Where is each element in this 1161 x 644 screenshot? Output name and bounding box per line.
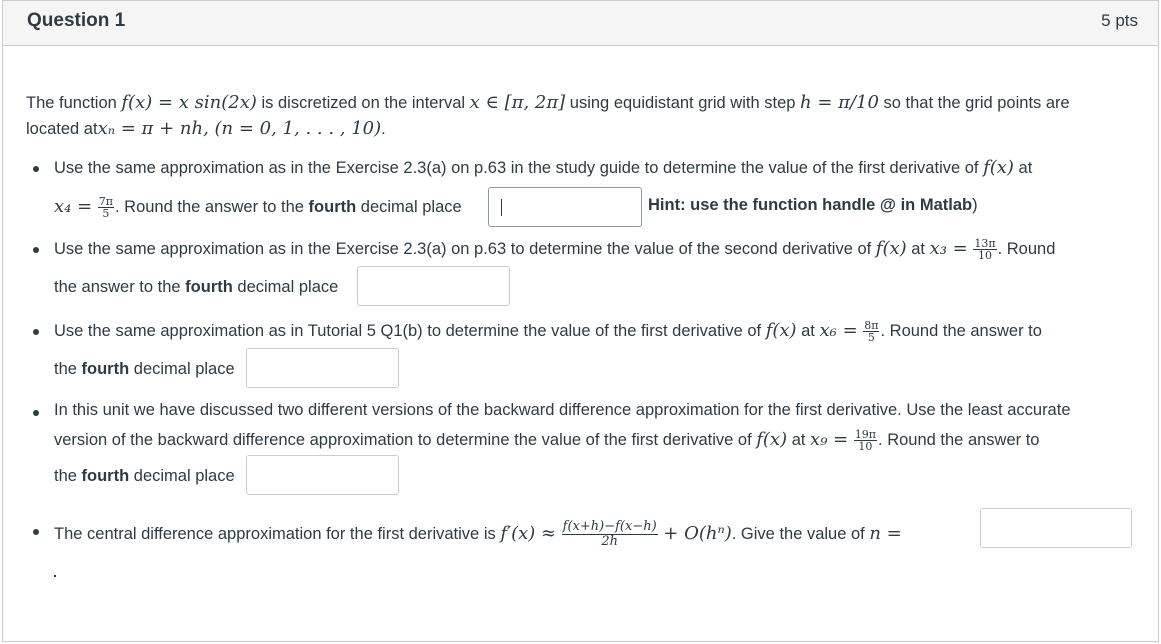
item-text: In this unit we have discussed two different versions of the backward difference approximation for the first derivative. Use the least accurate [54,401,1071,419]
point-fraction: $\frac{7\pi}{5}$ [98,195,113,221]
item-4-line-3 [54,467,235,486]
point-math: x₆ = [819,320,858,341]
function-math: f(x) [983,157,1014,178]
item-text: at [906,240,930,258]
item-2-line-1 [54,238,1055,261]
function-math: f(x) [756,429,788,450]
bullet-3 [33,329,39,335]
item-3-line-1 [54,320,1042,343]
item-text: decimal place [232,278,339,296]
point-fraction: $\frac{8\pi}{5}$ [864,319,879,345]
hint-text: Hint: use the function handle @ in Matlab [648,196,973,214]
function-math: f(x) [765,320,797,341]
bullet-2 [33,247,39,253]
item-text: version of the backward difference approximation to determine the value of the first derivative of [54,431,757,449]
item-text: at [787,431,811,449]
answer-input-4[interactable] [246,455,399,495]
answer-input-5[interactable] [980,508,1132,548]
point-math: x₃ = [929,238,968,259]
answer-input-1[interactable] [488,187,642,227]
bullet-1 [33,166,39,172]
item-text: the [54,467,82,485]
intro-text: located at [26,120,98,138]
question-header [3,1,1158,46]
item-text: . Round [997,240,1056,258]
intro-text: so that the grid points are [878,94,1070,112]
point-math: x₄ = [54,196,93,217]
bold-text: fourth [185,278,233,296]
item-text: . Round the answer to [880,322,1042,340]
interval-math: x ∈ [π, 2π] [469,92,566,113]
text-caret [501,199,502,216]
function-math: f(x) = x sin(2x) [121,92,257,113]
point-fraction: $\frac{19\pi}{10}$ [854,428,877,454]
item-text: the answer to the [54,278,186,296]
answer-input-3[interactable] [246,348,399,388]
item-text: decimal place [356,198,462,216]
bold-text: fourth [308,198,357,216]
item-1-line-2 [54,196,462,219]
hint-line: Hint: use the function handle @ in Matlab) [648,196,978,214]
item-1-line-1 [54,157,1032,178]
order-math: + O(hⁿ) [663,522,732,544]
bullet-4 [33,410,39,416]
bold-text: fourth [81,360,130,378]
item-5-line-1 [54,520,902,549]
item-3-line-2 [54,360,235,379]
item-text: decimal place [129,467,235,485]
point-fraction: $\frac{13\pi}{10}$ [974,237,996,263]
item-text: Use the same approximation as in the Exercise 2.3(a) on p.63 to determine the value of the second derivative of [54,240,876,258]
central-difference-fraction: $\frac{f(x+h)-f(x-h)}{2h}$ [562,519,657,549]
intro-text: is discretized on the interval [256,94,470,112]
answer-input-2[interactable] [357,266,510,306]
item-text: . Round the answer to [878,431,1040,449]
bullet-5 [33,529,39,535]
derivative-math: f′(x) ≈ [500,522,557,544]
point-math: x₉ = [810,429,849,450]
item-text: Use the same approximation as in Tutorial 5 Q1(b) to determine the value of the first derivative of [54,322,766,340]
item-2-line-2 [54,278,338,297]
bold-text: fourth [81,467,130,485]
item-text: The central difference approximation for the first derivative is [54,524,501,543]
grid-points-math: xₙ = π + nh, (n = 0, 1, . . . , 10) [97,118,382,139]
intro-line-1 [26,92,1070,113]
item-text: the [54,360,82,378]
intro-text: using equidistant grid with step [565,94,801,112]
item-text: at [1013,159,1033,177]
step-math: h = π/10 [800,92,879,113]
question-title: Question 1 [27,10,126,31]
question-points: 5 pts [1101,11,1138,30]
item-4-line-2 [54,429,1039,452]
item-4-line-1 [54,401,1071,420]
item-text: at [796,322,820,340]
function-math: f(x) [875,238,907,259]
item-text: . Give the value of [731,524,870,543]
intro-text: The function [26,94,122,112]
intro-line-2 [26,118,386,139]
item-text: . Round the answer to the [115,198,309,216]
intro-text: . [381,120,386,138]
trailing-dot [54,575,56,577]
n-math: n = [869,522,902,544]
item-text: Use the same approximation as in the Exercise 2.3(a) on p.63 in the study guide to determine the value of the first derivative of [54,159,984,177]
item-text: decimal place [129,360,235,378]
